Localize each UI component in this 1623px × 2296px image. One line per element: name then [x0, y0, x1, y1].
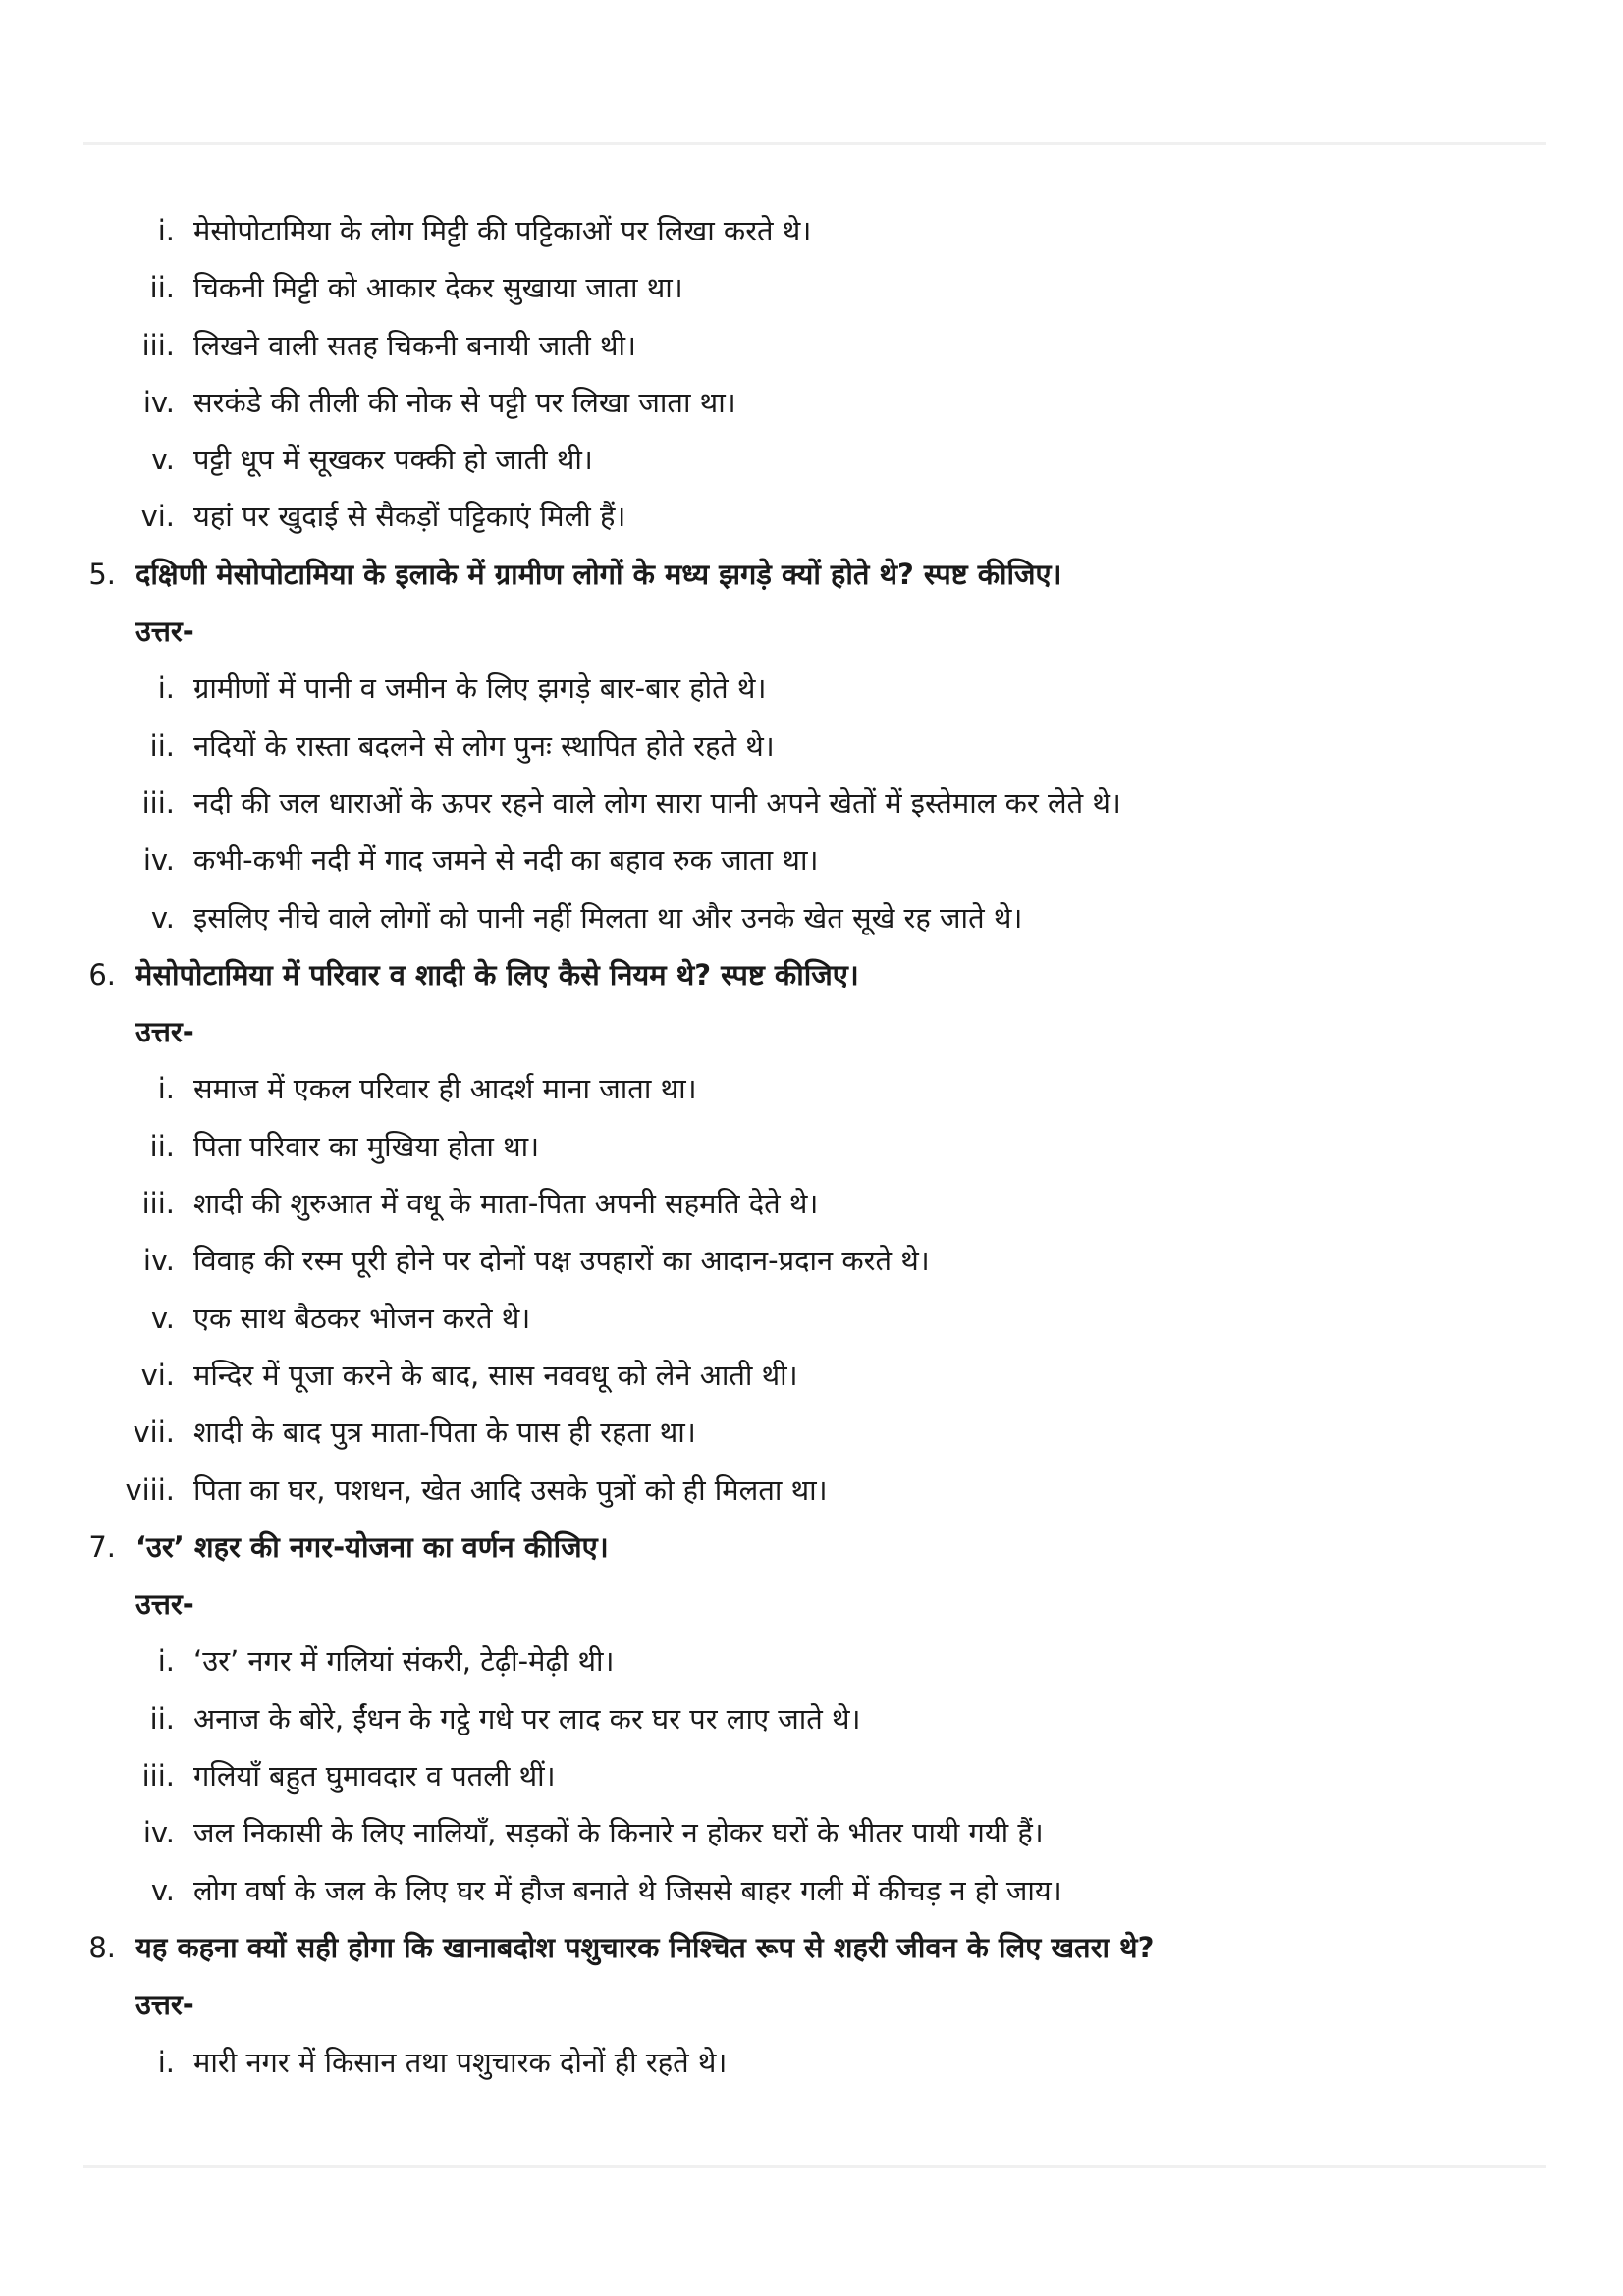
question-number: 5. [88, 557, 116, 591]
list-item-number: iii. [141, 1759, 175, 1793]
list-item-number: vi. [140, 500, 175, 534]
list-item-number: iii. [141, 1187, 175, 1221]
list-item [0, 718, 1623, 774]
question-number: 8. [88, 1930, 116, 1964]
list-item-text: अनाज के बोरे, ईंधन के गट्ठे गधे पर लाद कर घर पर लाए जाते थे। [193, 1701, 861, 1735]
list-item [0, 889, 1623, 946]
list-item [0, 1175, 1623, 1232]
list-item-number: v. [150, 1301, 175, 1335]
list-item [0, 660, 1623, 717]
answer-label [0, 1003, 1623, 1060]
list-item-text: ग्रामीणों में पानी व जमीन के लिए झगड़े बार-बार होते थे। [193, 671, 767, 706]
question-text: मेसोपोटामिया में परिवार व शादी के लिए कैसे नियम थे? स्पष्ट कीजिए। [135, 957, 859, 991]
list-item-number: iv. [142, 1816, 175, 1850]
list-item [0, 1060, 1623, 1117]
answer-label-text: उत्तर- [135, 1988, 194, 2022]
list-item [0, 374, 1623, 431]
list-item-number: iv. [142, 385, 175, 419]
list-item-number: ii. [149, 728, 175, 763]
list-item-text: नदियों के रास्ता बदलने से लोग पुनः स्थापित होते रहते थे। [193, 728, 775, 763]
list-item-text: मेसोपोटामिया के लोग मिट्टी की पट्टिकाओं पर लिखा करते थे। [193, 214, 812, 247]
list-item-text: कभी-कभी नदी में गाद जमने से नदी का बहाव रुक जाता था। [193, 843, 819, 878]
list-item-text: चिकनी मिट्टी को आकार देकर सुखाया जाता था। [193, 271, 683, 305]
list-item-text: सरकंडे की तीली की नोक से पट्टी पर लिखा जाता था। [193, 385, 736, 419]
question [0, 1919, 1623, 1976]
list-item-text: पिता का घर, पशधन, खेत आदि उसके पुत्रों को ही मिलता था। [193, 1472, 828, 1507]
list-item-text: लोग वर्षा के जल के लिए घर में हौज बनाते थे जिससे बाहर गली में कीचड़ न हो जाय। [193, 1873, 1062, 1907]
list-item-number: iii. [141, 328, 175, 362]
list-item [0, 1632, 1623, 1689]
list-item [0, 2034, 1623, 2091]
list-item-text: शादी के बाद पुत्र माता-पिता के पास ही रहता था। [193, 1415, 696, 1450]
list-item [0, 1862, 1623, 1919]
list-item-number: v. [150, 1873, 175, 1907]
list-item [0, 1232, 1623, 1289]
list-item [0, 1118, 1623, 1175]
answer-label-text: उत्तर- [135, 1015, 194, 1049]
list-item-number: i. [157, 1072, 175, 1106]
list-item [0, 488, 1623, 545]
list-item-text: ‘उर’ नगर में गलियां संकरी, टेढ़ी-मेढ़ी थी। [193, 1644, 615, 1679]
answer-label [0, 1575, 1623, 1632]
answer-label [0, 1976, 1623, 2033]
list-item-text: जल निकासी के लिए नालियाँ, सड़कों के किनारे न होकर घरों के भीतर पायी गयी हैं। [193, 1816, 1044, 1850]
answer-label [0, 603, 1623, 660]
list-item [0, 1690, 1623, 1747]
list-item [0, 1462, 1623, 1519]
question [0, 946, 1623, 1003]
list-item [0, 1347, 1623, 1404]
list-item [0, 317, 1623, 374]
list-item-number: i. [157, 2045, 175, 2079]
question [0, 546, 1623, 603]
document-body [0, 202, 1623, 2091]
list-item-text: समाज में एकल परिवार ही आदर्श माना जाता था। [193, 1072, 697, 1106]
list-item-text: लिखने वाली सतह चिकनी बनायी जाती थी। [193, 328, 637, 362]
list-item [0, 431, 1623, 488]
list-item-number: v. [150, 443, 175, 477]
list-item-text: पिता परिवार का मुखिया होता था। [193, 1129, 540, 1163]
list-item-text: विवाह की रस्म पूरी होने पर दोनों पक्ष उपहारों का आदान-प्रदान करते थे। [193, 1244, 930, 1278]
list-item [0, 202, 1623, 259]
list-item-number: ii. [149, 271, 175, 305]
list-item-number: i. [157, 671, 175, 706]
list-item-number: iii. [141, 785, 175, 820]
list-item-text: यहां पर खुदाई से सैकड़ों पट्टिकाएं मिली हैं। [193, 500, 626, 534]
list-item-number: ii. [149, 1129, 175, 1163]
list-item-text: पट्टी धूप में सूखकर पक्की हो जाती थी। [193, 443, 593, 477]
list-item-text: एक साथ बैठकर भोजन करते थे। [193, 1301, 531, 1335]
answer-label-text: उत्तर- [135, 1587, 194, 1622]
list-item-text: मारी नगर में किसान तथा पशुचारक दोनों ही रहते थे। [193, 2045, 728, 2079]
list-item-number: ii. [149, 1701, 175, 1735]
question-number: 6. [88, 957, 116, 991]
list-item-number: v. [150, 900, 175, 934]
list-item [0, 1747, 1623, 1804]
list-item-text: मन्दिर में पूजा करने के बाद, सास नववधू को लेने आती थी। [193, 1358, 798, 1392]
list-item-number: i. [157, 214, 175, 247]
list-item [0, 1804, 1623, 1861]
list-item-text: गलियाँ बहुत घुमावदार व पतली थीं। [193, 1759, 556, 1793]
list-item [0, 1404, 1623, 1461]
list-item-number: iv. [142, 1244, 175, 1278]
footer-rule [83, 2165, 1546, 2168]
list-item [0, 831, 1623, 888]
list-item-number: vi. [140, 1358, 175, 1392]
list-item-number: i. [157, 1644, 175, 1679]
list-item [0, 259, 1623, 316]
list-item-number: viii. [125, 1472, 175, 1507]
list-item-text: इसलिए नीचे वाले लोगों को पानी नहीं मिलता था और उनके खेत सूखे रह जाते थे। [193, 900, 1023, 934]
question-text: ‘उर’ शहर की नगर-योजना का वर्णन कीजिए। [135, 1529, 609, 1564]
list-item-text: शादी की शुरुआत में वधू के माता-पिता अपनी सहमति देते थे। [193, 1187, 819, 1221]
question [0, 1519, 1623, 1575]
question-text: दक्षिणी मेसोपोटामिया के इलाके में ग्रामीण लोगों के मध्य झगड़े क्यों होते थे? स्पष्ट कीजिए। [135, 557, 1062, 591]
header-rule [83, 142, 1546, 145]
list-item-text: नदी की जल धाराओं के ऊपर रहने वाले लोग सारा पानी अपने खेतों में इस्तेमाल कर लेते थे। [193, 785, 1121, 820]
list-item-number: vii. [133, 1415, 175, 1450]
question-number: 7. [88, 1529, 116, 1564]
list-item [0, 774, 1623, 831]
question-text: यह कहना क्यों सही होगा कि खानाबदोश पशुचारक निश्चित रूप से शहरी जीवन के लिए खतरा थे? [135, 1930, 1155, 1964]
list-item [0, 1290, 1623, 1347]
list-item-number: iv. [142, 843, 175, 878]
answer-label-text: उत्तर- [135, 614, 194, 649]
